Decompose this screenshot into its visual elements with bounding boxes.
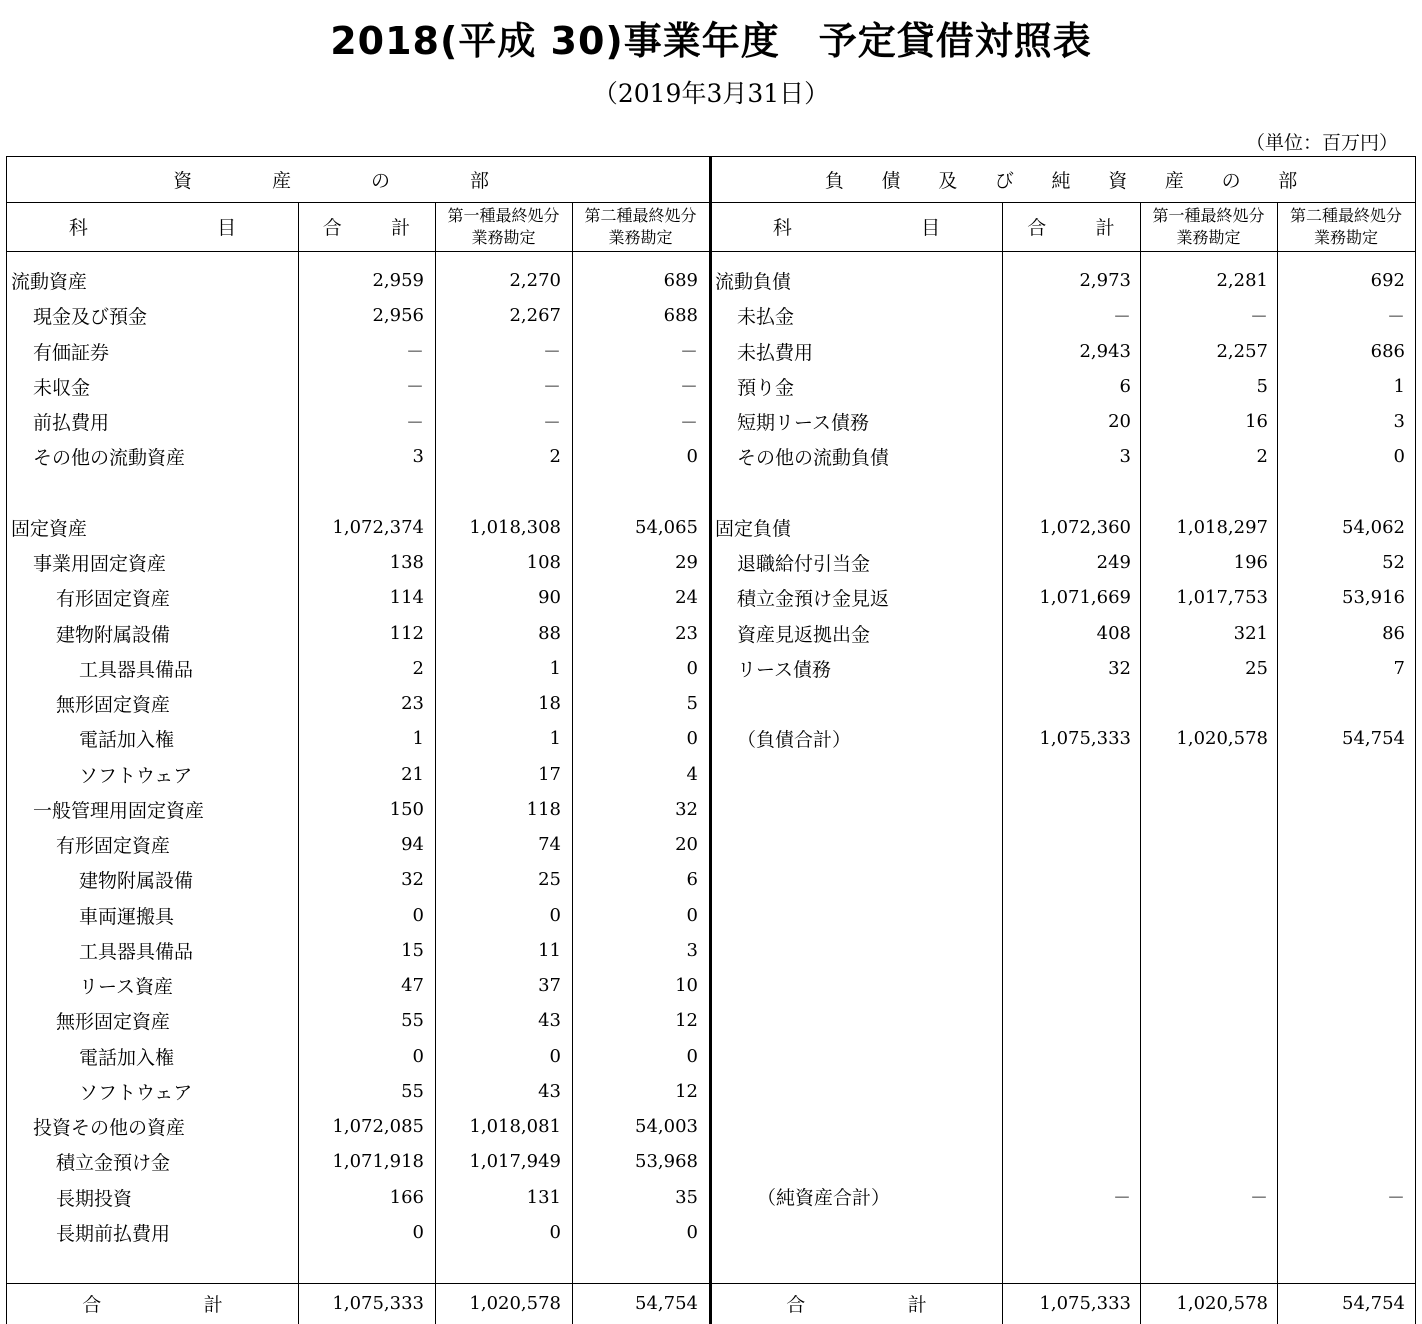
liability-total: 3	[1119, 446, 1131, 468]
liability-total: 32	[1108, 657, 1131, 679]
asset-type1: 2,267	[509, 305, 561, 327]
asset-type2: 6	[686, 869, 698, 891]
balance-sheet-table	[6, 156, 1416, 1324]
liability-label: リース債務	[737, 658, 832, 681]
assets-total-label: 合 計	[82, 1293, 265, 1316]
asset-type2: 10	[675, 975, 698, 996]
liability-total: 20	[1108, 411, 1131, 432]
asset-label: 現金及び預金	[33, 306, 148, 329]
liability-type1: 2,257	[1216, 340, 1268, 362]
liability-label: 短期リース債務	[737, 412, 870, 434]
col-header-type2-line1: 第二種最終処分	[584, 205, 697, 225]
net-assets-row	[711, 1179, 1415, 1214]
asset-label: 固定資産	[11, 517, 88, 540]
asset-type2: 54,003	[635, 1116, 698, 1137]
asset-row	[7, 616, 711, 651]
asset-total: 55	[401, 1080, 424, 1102]
liability-type2: 692	[1370, 270, 1405, 291]
col-header-item-label: 科 目	[772, 217, 971, 239]
asset-total: 1	[412, 728, 424, 750]
asset-row	[7, 369, 711, 404]
asset-type2: －	[680, 377, 698, 399]
liability-total: 1,075,333	[1039, 728, 1131, 750]
section-header-char: 債	[881, 170, 905, 192]
net-assets-total: －	[1113, 1187, 1131, 1209]
assets-grand-total: 1,075,333	[332, 1292, 424, 1314]
asset-label: ソフトウェア	[79, 1081, 193, 1104]
liability-total: －	[1113, 306, 1131, 328]
asset-type1: 1	[549, 657, 561, 679]
asset-label: 無形固定資産	[56, 694, 171, 716]
col-header-type2-line2: 業務勘定	[1313, 227, 1378, 247]
liability-type2: 3	[1393, 411, 1405, 432]
liability-total: 1,071,669	[1039, 587, 1131, 609]
asset-label: 建物附属設備	[56, 623, 171, 646]
asset-label: 車両運搬具	[79, 905, 175, 928]
liability-type2: －	[1387, 306, 1405, 328]
asset-label: 有形固定資産	[56, 835, 171, 857]
asset-type2: 0	[686, 657, 698, 679]
section-header-char: 負	[824, 170, 848, 192]
asset-label: 流動資産	[11, 271, 88, 293]
asset-type2: －	[680, 412, 698, 434]
net-assets-type2: －	[1387, 1187, 1405, 1209]
liability-type1: 1,018,297	[1176, 516, 1268, 538]
asset-row	[7, 475, 711, 510]
liability-type1: －	[1250, 306, 1268, 328]
asset-total: 1,072,374	[332, 516, 424, 538]
col-header-type2	[1277, 202, 1415, 251]
asset-total: 94	[401, 834, 424, 855]
liabilities-grand-type1: 1,020,578	[1176, 1292, 1268, 1314]
asset-label: 積立金預け金	[56, 1152, 171, 1175]
liability-type1: 2	[1256, 446, 1268, 468]
asset-label: 有形固定資産	[56, 588, 171, 611]
section-header-char: 部	[1278, 170, 1302, 192]
asset-type2: 24	[675, 587, 698, 609]
asset-row	[7, 757, 711, 792]
unit-note: （単位：百万円）	[1245, 132, 1398, 154]
assets-grand-type1: 1,020,578	[469, 1292, 561, 1314]
section-header-char: 資	[1108, 170, 1132, 192]
liability-label: 未払費用	[737, 341, 814, 364]
asset-total: 2	[412, 657, 424, 679]
asset-type1: 1,018,081	[469, 1116, 561, 1137]
liability-type1: 16	[1245, 411, 1268, 432]
liabilities-total-row	[711, 1284, 1415, 1322]
asset-type1: －	[543, 377, 561, 399]
liability-total: 2,943	[1079, 340, 1131, 362]
liability-row	[711, 369, 1415, 404]
asset-label: 工具器具備品	[79, 658, 194, 681]
asset-total: 32	[401, 869, 424, 891]
asset-type2: 54,065	[635, 516, 698, 538]
asset-type2: 0	[686, 728, 698, 750]
liability-total: 2,973	[1079, 270, 1131, 291]
asset-type1: 108	[526, 552, 561, 573]
asset-total: －	[406, 412, 424, 434]
asset-type2: 0	[686, 1221, 698, 1243]
asset-type2: －	[680, 342, 698, 363]
asset-type2: 20	[675, 834, 698, 855]
col-header-total-label: 合 計	[322, 217, 426, 239]
asset-type2: 35	[675, 1186, 698, 1208]
asset-label: 無形固定資産	[56, 1011, 171, 1034]
liability-row	[711, 545, 1415, 580]
asset-total: －	[406, 377, 424, 399]
liability-type1: 2,281	[1216, 270, 1268, 291]
asset-total: 3	[412, 446, 424, 468]
asset-total: 23	[401, 693, 424, 714]
asset-type1: 1,017,949	[469, 1151, 561, 1173]
asset-type2: 0	[686, 904, 698, 926]
statement-date: （2019年3月31日）	[592, 79, 830, 108]
liability-row	[711, 475, 1415, 510]
asset-row	[7, 827, 711, 862]
asset-type2: 5	[686, 693, 698, 714]
liability-total: 1,072,360	[1039, 516, 1131, 538]
assets-total-row	[7, 1284, 709, 1322]
asset-row	[7, 1109, 711, 1144]
asset-type1: －	[543, 412, 561, 434]
asset-row	[7, 898, 711, 933]
liability-row	[711, 686, 1415, 721]
asset-total: 2,956	[372, 305, 424, 327]
asset-type1: 11	[538, 939, 561, 961]
asset-label: 前払費用	[33, 412, 110, 434]
liability-label: 退職給付引当金	[737, 553, 871, 575]
asset-type1: －	[543, 342, 561, 363]
liability-type2: 54,754	[1342, 728, 1405, 750]
asset-type2: 3	[686, 939, 698, 961]
asset-row	[7, 1144, 711, 1179]
col-header-item-label: 科 目	[68, 217, 267, 239]
asset-row	[7, 580, 711, 615]
asset-type2: 688	[663, 305, 698, 327]
asset-row	[7, 1180, 711, 1215]
asset-label: 投資その他の資産	[33, 1117, 186, 1139]
liability-label: 資産見返拠出金	[737, 623, 871, 646]
asset-total: 1,071,918	[332, 1151, 424, 1173]
liability-type2: 1	[1393, 375, 1405, 397]
page-title: 2018(平成 30)事業年度 予定貸借対照表	[330, 19, 1092, 63]
col-header-type1-line2: 業務勘定	[1176, 227, 1241, 247]
liability-total: 249	[1096, 552, 1131, 573]
liability-type2: 53,916	[1342, 587, 1405, 609]
asset-type2: 29	[675, 552, 698, 573]
liability-row	[711, 510, 1415, 545]
asset-type1: 1	[549, 728, 561, 750]
col-header-item	[711, 202, 1002, 251]
section-header-char: 産	[272, 170, 295, 192]
col-header-item	[7, 202, 298, 251]
liabilities-total-label: 合 計	[786, 1293, 969, 1316]
liability-type1: 1,020,578	[1176, 728, 1268, 750]
liability-row	[711, 263, 1415, 298]
asset-type2: 12	[675, 1080, 698, 1102]
liability-type1: 321	[1233, 622, 1268, 644]
asset-label: 未収金	[33, 376, 91, 399]
col-header-type1-line2: 業務勘定	[471, 227, 536, 247]
asset-type1: 25	[538, 869, 561, 891]
asset-row	[7, 933, 711, 968]
col-header-type2-line2: 業務勘定	[608, 227, 673, 247]
liability-type1: 25	[1245, 657, 1268, 679]
asset-total: 47	[401, 975, 424, 996]
assets-grand-type2: 54,754	[635, 1292, 698, 1314]
liability-row	[711, 616, 1415, 651]
asset-type2: 53,968	[635, 1151, 698, 1173]
liability-label: 流動負債	[715, 271, 792, 293]
asset-type1: 17	[538, 763, 561, 785]
asset-type2: 4	[686, 763, 698, 785]
section-header-char: の	[1221, 170, 1245, 192]
col-header-type2-line1: 第二種最終処分	[1289, 205, 1402, 225]
asset-total: －	[406, 342, 424, 363]
net-assets-type1: －	[1250, 1187, 1268, 1209]
asset-type1: 0	[549, 1045, 561, 1067]
col-header-type1	[435, 202, 572, 251]
asset-type1: 18	[538, 693, 561, 714]
liability-row	[711, 439, 1415, 474]
liability-type1: 5	[1256, 375, 1268, 397]
asset-total: 0	[412, 1045, 424, 1067]
asset-type1: 131	[526, 1186, 561, 1208]
asset-row	[7, 1215, 711, 1250]
liability-row	[711, 651, 1415, 686]
asset-row	[7, 651, 711, 686]
asset-type1: 90	[538, 587, 561, 609]
liability-label: 未払金	[737, 306, 795, 329]
asset-label: 一般管理用固定資産	[33, 799, 205, 822]
asset-label: 事業用固定資産	[33, 553, 167, 575]
asset-row	[7, 686, 711, 721]
asset-label: リース資産	[79, 976, 174, 998]
asset-label: 工具器具備品	[79, 940, 194, 963]
asset-type2: 689	[663, 270, 698, 291]
asset-type1: 118	[526, 798, 561, 820]
asset-total: 21	[401, 763, 424, 785]
asset-type1: 88	[538, 622, 561, 644]
asset-total: 114	[389, 587, 424, 609]
asset-total: 0	[412, 904, 424, 926]
col-header-total-label: 合 計	[1027, 217, 1130, 239]
liability-total: 6	[1119, 375, 1131, 397]
asset-total: 166	[389, 1186, 424, 1208]
asset-row	[7, 298, 711, 333]
asset-type1: 2,270	[509, 270, 561, 291]
liability-type2: 52	[1382, 552, 1405, 573]
section-header-char: 産	[1164, 170, 1188, 192]
asset-row	[7, 1003, 711, 1038]
liability-label: （負債合計）	[737, 729, 852, 752]
asset-total: 55	[401, 1010, 424, 1032]
section-header-char: 及	[938, 170, 962, 192]
col-header-type2	[572, 202, 709, 251]
section-header-char: の	[371, 170, 394, 192]
asset-row	[7, 334, 711, 369]
liability-total: 408	[1096, 622, 1131, 644]
asset-label: 長期前払費用	[56, 1222, 171, 1245]
liability-type2: 54,062	[1342, 516, 1405, 538]
asset-total: 2,959	[372, 270, 424, 291]
asset-total: 15	[401, 939, 424, 961]
asset-type1: 43	[538, 1080, 561, 1102]
liabilities-section-header	[711, 157, 1415, 202]
asset-row	[7, 404, 711, 439]
asset-type1: 0	[549, 1221, 561, 1243]
section-header-char: 部	[470, 170, 493, 192]
asset-type1: 43	[538, 1010, 561, 1032]
asset-row	[7, 439, 711, 474]
asset-total: 112	[389, 622, 424, 644]
col-header-total	[1002, 202, 1140, 251]
asset-label: その他の流動資産	[33, 447, 186, 470]
asset-row	[7, 1074, 711, 1109]
asset-label: 電話加入権	[79, 729, 175, 752]
asset-total: 150	[389, 798, 424, 820]
liability-type1: 1,017,753	[1176, 587, 1268, 609]
col-header-type1-line1: 第一種最終処分	[1152, 205, 1265, 225]
section-header-char: 資	[173, 170, 196, 192]
asset-label: ソフトウェア	[79, 764, 193, 787]
liability-type2: 86	[1382, 622, 1405, 644]
asset-row	[7, 263, 711, 298]
liabilities-grand-type2: 54,754	[1342, 1292, 1405, 1314]
asset-row	[7, 510, 711, 545]
asset-type1: 37	[538, 975, 561, 996]
asset-total: 138	[389, 552, 424, 573]
assets-section-header	[7, 157, 709, 202]
liability-label: 積立金預け金見返	[737, 588, 890, 611]
asset-row	[7, 792, 711, 827]
asset-label: 建物附属設備	[79, 870, 194, 893]
asset-type2: 0	[686, 446, 698, 468]
liability-row	[711, 580, 1415, 615]
asset-total: 1,072,085	[332, 1116, 424, 1137]
liability-row	[711, 334, 1415, 369]
net-assets-label: （純資産合計）	[757, 1187, 891, 1209]
asset-row	[7, 968, 711, 1003]
col-header-type1-line1: 第一種最終処分	[447, 205, 560, 225]
liability-type2: 686	[1370, 340, 1405, 362]
asset-type1: 2	[549, 446, 561, 468]
asset-type2: 32	[675, 798, 698, 820]
liability-row	[711, 721, 1415, 756]
liability-row	[711, 404, 1415, 439]
asset-type1: 1,018,308	[469, 516, 561, 538]
liability-type1: 196	[1233, 552, 1268, 573]
asset-label: 電話加入権	[79, 1046, 175, 1069]
asset-type1: 74	[538, 834, 561, 855]
asset-type1: 0	[549, 904, 561, 926]
col-header-total	[298, 202, 435, 251]
asset-label: 長期投資	[56, 1187, 133, 1210]
section-header-char: 純	[1051, 170, 1075, 192]
asset-row	[7, 721, 711, 756]
liability-type2: 7	[1393, 657, 1405, 679]
asset-label: 有価証券	[33, 341, 110, 364]
liability-label: その他の流動負債	[737, 447, 890, 470]
liability-label: 固定負債	[715, 517, 792, 540]
col-header-type1	[1140, 202, 1277, 251]
asset-row	[7, 1039, 711, 1074]
liability-type2: 0	[1393, 446, 1405, 468]
asset-type2: 23	[675, 622, 698, 644]
liability-row	[711, 298, 1415, 333]
asset-type2: 12	[675, 1010, 698, 1032]
asset-row	[7, 862, 711, 897]
liability-label: 預り金	[737, 376, 795, 399]
liabilities-grand-total: 1,075,333	[1039, 1292, 1131, 1314]
asset-type2: 0	[686, 1045, 698, 1067]
asset-total: 0	[412, 1221, 424, 1243]
section-header-char: び	[994, 170, 1018, 192]
asset-row	[7, 545, 711, 580]
